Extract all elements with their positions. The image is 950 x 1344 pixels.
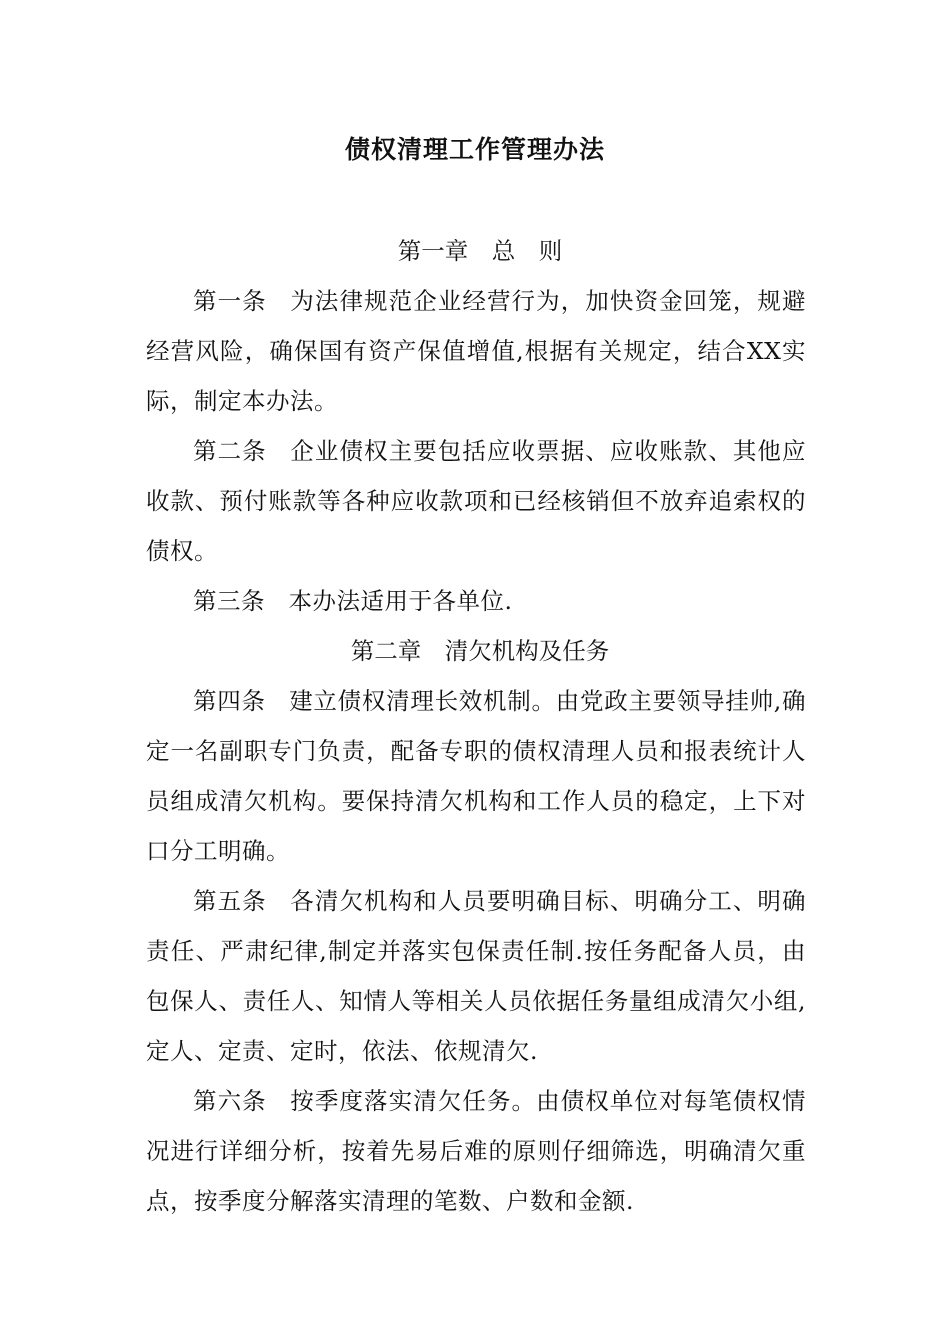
- article-label: 第六条: [193, 1087, 267, 1115]
- article-text: 本办法适用于各单位.: [288, 587, 513, 615]
- article-label: 第三条: [193, 587, 265, 615]
- article-2: [146, 426, 806, 576]
- chapter-label: 第一章: [397, 237, 469, 265]
- chapter-heading-2: [146, 626, 806, 676]
- article-4: [146, 676, 806, 876]
- document-title: 债权清理工作管理办法: [344, 135, 605, 164]
- chapter-heading-1: [146, 226, 806, 276]
- article-6: [146, 1076, 806, 1226]
- article-3: [146, 576, 806, 626]
- chapter-name: 总 则: [491, 237, 563, 265]
- article-label: 第五条: [193, 887, 267, 915]
- article-text: 为法律规范企业经营行为，加快资金回笼，规避经营风险，确保国有资产保值增值,根据有关规定，结合XX实际，制定本办法。: [146, 287, 807, 415]
- article-text: 按季度落实清欠任务。由债权单位对每笔债权情况进行详细分析，按着先易后难的原则仔细筛选，明确清欠重点，按季度分解落实清理的笔数、户数和金额.: [146, 1087, 807, 1215]
- article-label: 第二条: [193, 437, 267, 465]
- article-5: [146, 876, 806, 1076]
- article-text: 建立债权清理长效机制。由党政主要领导挂帅,确定一名副职专门负责，配备专职的债权清理人员和报表统计人员组成清欠机构。要保持清欠机构和工作人员的稳定，上下对口分工明确。: [146, 687, 806, 865]
- chapter-name: 清欠机构及任务: [444, 637, 610, 665]
- article-1: [146, 276, 806, 426]
- article-label: 第四条: [193, 687, 266, 715]
- article-text: 各清欠机构和人员要明确目标、明确分工、明确责任、严肃纪律,制定并落实包保责任制.按任务配备人员，由包保人、责任人、知情人等相关人员依据任务量组成清欠小组,定人、定责、定时，依法、依规清欠.: [146, 887, 807, 1065]
- document-body: [146, 226, 806, 1226]
- article-label: 第一条: [193, 287, 267, 315]
- article-text: 企业债权主要包括应收票据、应收账款、其他应收款、预付账款等各种应收款项和已经核销但不放弃追索权的债权。: [146, 437, 807, 565]
- chapter-label: 第二章: [350, 637, 422, 665]
